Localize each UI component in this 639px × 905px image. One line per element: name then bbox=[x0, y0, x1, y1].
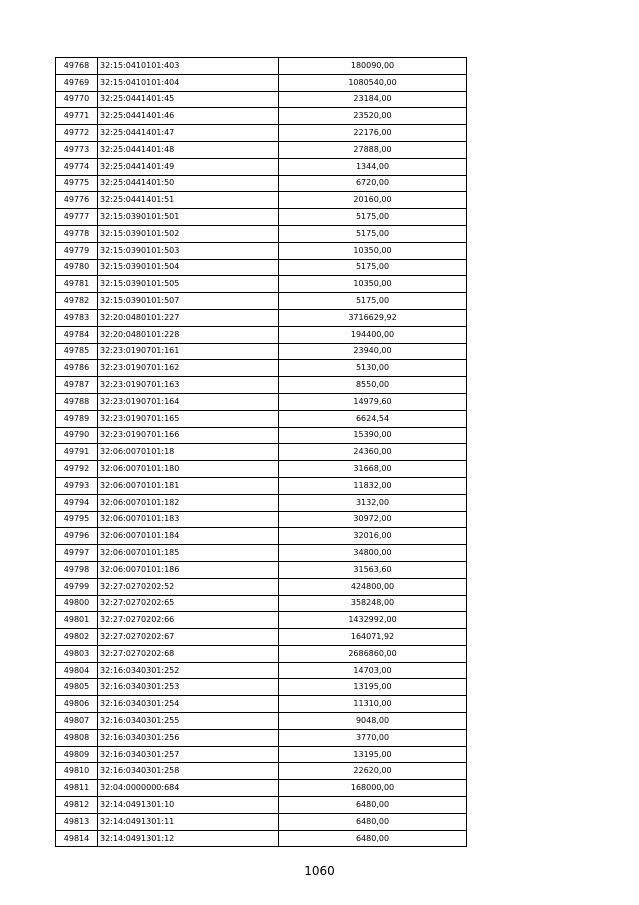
value-cell: 31668,00 bbox=[279, 461, 467, 478]
table-row bbox=[56, 108, 467, 125]
cadastral-number-cell: 32:14:0491301:11 bbox=[98, 813, 279, 830]
cadastral-number-cell: 32:06:0070101:184 bbox=[98, 528, 279, 545]
value-cell: 358248,00 bbox=[279, 595, 467, 612]
row-number-cell: 49798 bbox=[56, 561, 98, 578]
table-row bbox=[56, 813, 467, 830]
cadastral-number-cell: 32:16:0340301:256 bbox=[98, 729, 279, 746]
row-number-cell: 49783 bbox=[56, 309, 98, 326]
table-row bbox=[56, 561, 467, 578]
row-number-cell: 49794 bbox=[56, 494, 98, 511]
table-row bbox=[56, 679, 467, 696]
cadastral-number-cell: 32:15:0390101:507 bbox=[98, 293, 279, 310]
row-number-cell: 49775 bbox=[56, 175, 98, 192]
row-number-cell: 49774 bbox=[56, 158, 98, 175]
table-row bbox=[56, 461, 467, 478]
table-row bbox=[56, 696, 467, 713]
value-cell: 5175,00 bbox=[279, 209, 467, 226]
cadastral-number-cell: 32:27:0270202:52 bbox=[98, 578, 279, 595]
row-number-cell: 49802 bbox=[56, 629, 98, 646]
row-number-cell: 49777 bbox=[56, 209, 98, 226]
table-row bbox=[56, 192, 467, 209]
row-number-cell: 49796 bbox=[56, 528, 98, 545]
row-number-cell: 49808 bbox=[56, 729, 98, 746]
table-row bbox=[56, 125, 467, 142]
table-row bbox=[56, 729, 467, 746]
cadastral-number-cell: 32:16:0340301:254 bbox=[98, 696, 279, 713]
table-row bbox=[56, 528, 467, 545]
row-number-cell: 49788 bbox=[56, 393, 98, 410]
row-number-cell: 49795 bbox=[56, 511, 98, 528]
cadastral-number-cell: 32:27:0270202:68 bbox=[98, 645, 279, 662]
value-cell: 168000,00 bbox=[279, 780, 467, 797]
table-row bbox=[56, 511, 467, 528]
row-number-cell: 49770 bbox=[56, 91, 98, 108]
row-number-cell: 49782 bbox=[56, 293, 98, 310]
cadastral-number-cell: 32:25:0441401:48 bbox=[98, 141, 279, 158]
registry-table bbox=[55, 57, 467, 847]
table-row bbox=[56, 209, 467, 226]
cadastral-number-cell: 32:27:0270202:66 bbox=[98, 612, 279, 629]
cadastral-number-cell: 32:14:0491301:12 bbox=[98, 830, 279, 847]
cadastral-number-cell: 32:20:0480101:228 bbox=[98, 326, 279, 343]
value-cell: 194400,00 bbox=[279, 326, 467, 343]
value-cell: 31563,60 bbox=[279, 561, 467, 578]
table-row bbox=[56, 662, 467, 679]
value-cell: 5175,00 bbox=[279, 293, 467, 310]
value-cell: 5175,00 bbox=[279, 259, 467, 276]
table-row bbox=[56, 746, 467, 763]
table-row bbox=[56, 595, 467, 612]
row-number-cell: 49811 bbox=[56, 780, 98, 797]
row-number-cell: 49809 bbox=[56, 746, 98, 763]
table-row bbox=[56, 91, 467, 108]
value-cell: 23940,00 bbox=[279, 343, 467, 360]
cadastral-number-cell: 32:06:0070101:18 bbox=[98, 444, 279, 461]
value-cell: 6480,00 bbox=[279, 797, 467, 814]
row-number-cell: 49769 bbox=[56, 74, 98, 91]
table-row bbox=[56, 713, 467, 730]
cadastral-number-cell: 32:06:0070101:182 bbox=[98, 494, 279, 511]
row-number-cell: 49793 bbox=[56, 477, 98, 494]
cadastral-number-cell: 32:23:0190701:161 bbox=[98, 343, 279, 360]
cadastral-number-cell: 32:16:0340301:258 bbox=[98, 763, 279, 780]
cadastral-number-cell: 32:15:0390101:504 bbox=[98, 259, 279, 276]
value-cell: 3770,00 bbox=[279, 729, 467, 746]
value-cell: 11310,00 bbox=[279, 696, 467, 713]
row-number-cell: 49806 bbox=[56, 696, 98, 713]
cadastral-number-cell: 32:15:0390101:502 bbox=[98, 225, 279, 242]
value-cell: 164071,92 bbox=[279, 629, 467, 646]
row-number-cell: 49785 bbox=[56, 343, 98, 360]
row-number-cell: 49768 bbox=[56, 58, 98, 75]
value-cell: 8550,00 bbox=[279, 377, 467, 394]
row-number-cell: 49814 bbox=[56, 830, 98, 847]
row-number-cell: 49804 bbox=[56, 662, 98, 679]
table-row bbox=[56, 645, 467, 662]
table-row bbox=[56, 242, 467, 259]
row-number-cell: 49780 bbox=[56, 259, 98, 276]
value-cell: 2686860,00 bbox=[279, 645, 467, 662]
cadastral-number-cell: 32:15:0390101:503 bbox=[98, 242, 279, 259]
row-number-cell: 49800 bbox=[56, 595, 98, 612]
cadastral-number-cell: 32:06:0070101:183 bbox=[98, 511, 279, 528]
value-cell: 180090,00 bbox=[279, 58, 467, 75]
row-number-cell: 49791 bbox=[56, 444, 98, 461]
value-cell: 1080540,00 bbox=[279, 74, 467, 91]
table-row bbox=[56, 343, 467, 360]
table-row bbox=[56, 225, 467, 242]
value-cell: 30972,00 bbox=[279, 511, 467, 528]
table-row bbox=[56, 427, 467, 444]
table-row bbox=[56, 377, 467, 394]
table-row bbox=[56, 393, 467, 410]
table-row bbox=[56, 612, 467, 629]
table-row bbox=[56, 780, 467, 797]
cadastral-number-cell: 32:23:0190701:164 bbox=[98, 393, 279, 410]
table-row bbox=[56, 141, 467, 158]
value-cell: 9048,00 bbox=[279, 713, 467, 730]
value-cell: 23184,00 bbox=[279, 91, 467, 108]
table-row bbox=[56, 276, 467, 293]
cadastral-number-cell: 32:14:0491301:10 bbox=[98, 797, 279, 814]
cadastral-number-cell: 32:04:0000000:684 bbox=[98, 780, 279, 797]
value-cell: 1432992,00 bbox=[279, 612, 467, 629]
row-number-cell: 49803 bbox=[56, 645, 98, 662]
table-row bbox=[56, 545, 467, 562]
table-row bbox=[56, 494, 467, 511]
value-cell: 32016,00 bbox=[279, 528, 467, 545]
value-cell: 13195,00 bbox=[279, 679, 467, 696]
value-cell: 24360,00 bbox=[279, 444, 467, 461]
row-number-cell: 49786 bbox=[56, 360, 98, 377]
value-cell: 10350,00 bbox=[279, 276, 467, 293]
page-number: 1060 bbox=[304, 864, 335, 878]
table-row bbox=[56, 74, 467, 91]
row-number-cell: 49812 bbox=[56, 797, 98, 814]
value-cell: 6720,00 bbox=[279, 175, 467, 192]
cadastral-number-cell: 32:06:0070101:185 bbox=[98, 545, 279, 562]
value-cell: 6480,00 bbox=[279, 830, 467, 847]
row-number-cell: 49805 bbox=[56, 679, 98, 696]
value-cell: 6480,00 bbox=[279, 813, 467, 830]
registry-table-body bbox=[56, 58, 467, 847]
row-number-cell: 49773 bbox=[56, 141, 98, 158]
cadastral-number-cell: 32:06:0070101:180 bbox=[98, 461, 279, 478]
cadastral-number-cell: 32:25:0441401:49 bbox=[98, 158, 279, 175]
table-row bbox=[56, 175, 467, 192]
table-row bbox=[56, 158, 467, 175]
table-row bbox=[56, 309, 467, 326]
row-number-cell: 49792 bbox=[56, 461, 98, 478]
cadastral-number-cell: 32:15:0390101:505 bbox=[98, 276, 279, 293]
cadastral-number-cell: 32:25:0441401:51 bbox=[98, 192, 279, 209]
value-cell: 5130,00 bbox=[279, 360, 467, 377]
value-cell: 14703,00 bbox=[279, 662, 467, 679]
value-cell: 22620,00 bbox=[279, 763, 467, 780]
cadastral-number-cell: 32:20:0480101:227 bbox=[98, 309, 279, 326]
cadastral-number-cell: 32:16:0340301:252 bbox=[98, 662, 279, 679]
cadastral-number-cell: 32:25:0441401:45 bbox=[98, 91, 279, 108]
cadastral-number-cell: 32:16:0340301:255 bbox=[98, 713, 279, 730]
cadastral-number-cell: 32:15:0410101:403 bbox=[98, 58, 279, 75]
table-row bbox=[56, 259, 467, 276]
table-row bbox=[56, 444, 467, 461]
cadastral-number-cell: 32:25:0441401:47 bbox=[98, 125, 279, 142]
value-cell: 22176,00 bbox=[279, 125, 467, 142]
row-number-cell: 49807 bbox=[56, 713, 98, 730]
row-number-cell: 49787 bbox=[56, 377, 98, 394]
table-row bbox=[56, 629, 467, 646]
value-cell: 27888,00 bbox=[279, 141, 467, 158]
cadastral-number-cell: 32:23:0190701:165 bbox=[98, 410, 279, 427]
table-row bbox=[56, 830, 467, 847]
cadastral-number-cell: 32:27:0270202:65 bbox=[98, 595, 279, 612]
table-row bbox=[56, 477, 467, 494]
cadastral-number-cell: 32:06:0070101:181 bbox=[98, 477, 279, 494]
table-row bbox=[56, 326, 467, 343]
value-cell: 23520,00 bbox=[279, 108, 467, 125]
row-number-cell: 49784 bbox=[56, 326, 98, 343]
table-row bbox=[56, 360, 467, 377]
cadastral-number-cell: 32:25:0441401:50 bbox=[98, 175, 279, 192]
row-number-cell: 49778 bbox=[56, 225, 98, 242]
table-row bbox=[56, 58, 467, 75]
value-cell: 5175,00 bbox=[279, 225, 467, 242]
row-number-cell: 49801 bbox=[56, 612, 98, 629]
table-row bbox=[56, 578, 467, 595]
row-number-cell: 49772 bbox=[56, 125, 98, 142]
row-number-cell: 49799 bbox=[56, 578, 98, 595]
row-number-cell: 49797 bbox=[56, 545, 98, 562]
value-cell: 424800,00 bbox=[279, 578, 467, 595]
row-number-cell: 49781 bbox=[56, 276, 98, 293]
cadastral-number-cell: 32:23:0190701:162 bbox=[98, 360, 279, 377]
cadastral-number-cell: 32:27:0270202:67 bbox=[98, 629, 279, 646]
row-number-cell: 49776 bbox=[56, 192, 98, 209]
value-cell: 14979,60 bbox=[279, 393, 467, 410]
value-cell: 20160,00 bbox=[279, 192, 467, 209]
cadastral-number-cell: 32:25:0441401:46 bbox=[98, 108, 279, 125]
table-row bbox=[56, 797, 467, 814]
cadastral-number-cell: 32:23:0190701:166 bbox=[98, 427, 279, 444]
row-number-cell: 49810 bbox=[56, 763, 98, 780]
row-number-cell: 49779 bbox=[56, 242, 98, 259]
value-cell: 13195,00 bbox=[279, 746, 467, 763]
value-cell: 34800,00 bbox=[279, 545, 467, 562]
value-cell: 11832,00 bbox=[279, 477, 467, 494]
table-row bbox=[56, 410, 467, 427]
table-row bbox=[56, 293, 467, 310]
row-number-cell: 49771 bbox=[56, 108, 98, 125]
value-cell: 1344,00 bbox=[279, 158, 467, 175]
cadastral-number-cell: 32:16:0340301:257 bbox=[98, 746, 279, 763]
row-number-cell: 49790 bbox=[56, 427, 98, 444]
cadastral-number-cell: 32:15:0410101:404 bbox=[98, 74, 279, 91]
value-cell: 3716629,92 bbox=[279, 309, 467, 326]
value-cell: 3132,00 bbox=[279, 494, 467, 511]
value-cell: 6624,54 bbox=[279, 410, 467, 427]
cadastral-number-cell: 32:23:0190701:163 bbox=[98, 377, 279, 394]
value-cell: 10350,00 bbox=[279, 242, 467, 259]
cadastral-number-cell: 32:06:0070101:186 bbox=[98, 561, 279, 578]
value-cell: 15390,00 bbox=[279, 427, 467, 444]
row-number-cell: 49789 bbox=[56, 410, 98, 427]
row-number-cell: 49813 bbox=[56, 813, 98, 830]
table-row bbox=[56, 763, 467, 780]
cadastral-number-cell: 32:16:0340301:253 bbox=[98, 679, 279, 696]
cadastral-number-cell: 32:15:0390101:501 bbox=[98, 209, 279, 226]
